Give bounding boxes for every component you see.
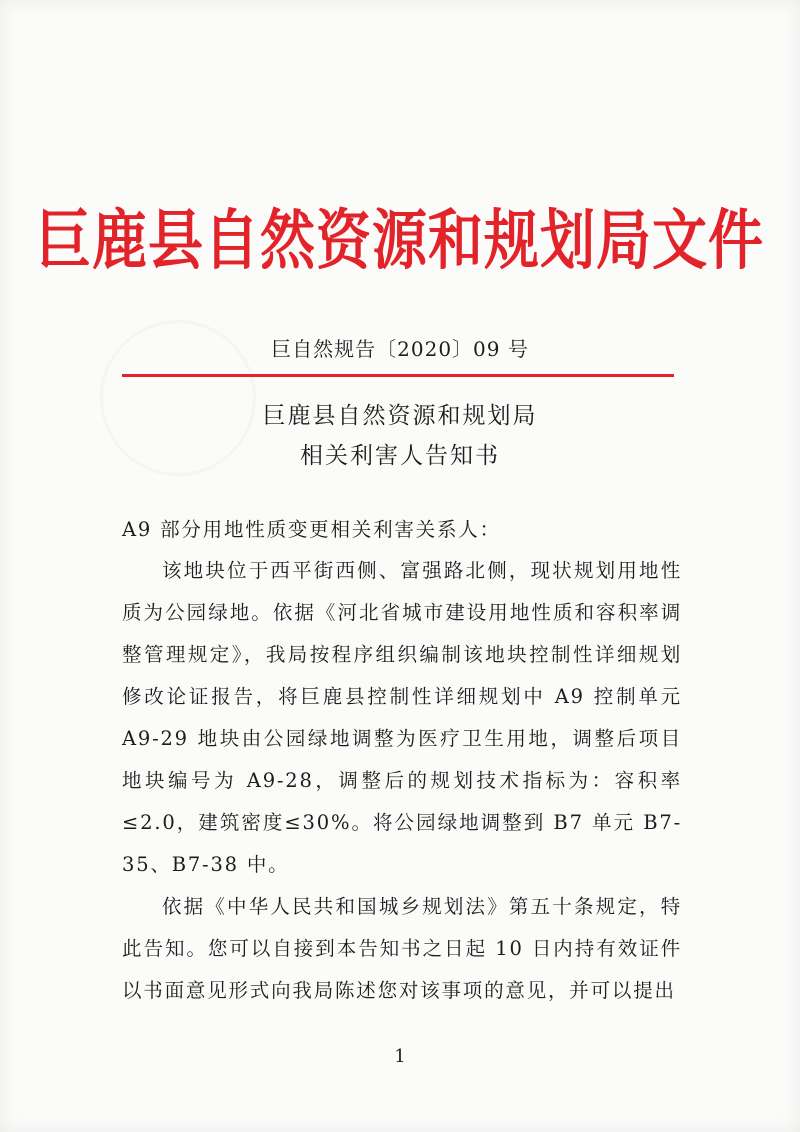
document-header-title: 巨鹿县自然资源和规划局文件	[35, 200, 764, 278]
body-paragraph-1: 该地块位于西平街西侧、富强路北侧，现状规划用地性质为公园绿地。依据《河北省城市建设用地性质和容积率调整管理规定》，我局按程序组织编制该地块控制性详细规划修改论证报告，将巨鹿县控制性详细规划中 A9 控制单元 A9-29 地块由公园绿地调整为医疗卫生用地，调整后项目地块编号为 A9-28，调整后的规划技术指标为：容积率≤2.0，建筑密度≤30%。将公园绿地调整到 B7 单元 B7-35、B7-38 中。	[122, 559, 682, 876]
notice-subtitle-title: 相关利害人告知书	[300, 443, 500, 469]
notice-subtitle-issuer: 巨鹿县自然资源和规划局	[262, 403, 538, 429]
red-separator-line	[122, 374, 674, 377]
page-number: 1	[394, 1046, 406, 1067]
salutation: A9 部分用地性质变更相关利害关系人：	[122, 518, 501, 541]
body-paragraph-2: 依据《中华人民共和国城乡规划法》第五十条规定，特此告知。您可以自接到本告知书之日起 10 日内持有效证件以书面意见形式向我局陈述您对该事项的意见，并可以提出	[122, 895, 682, 1002]
document-number: 巨自然规告〔2020〕09 号	[271, 337, 529, 361]
